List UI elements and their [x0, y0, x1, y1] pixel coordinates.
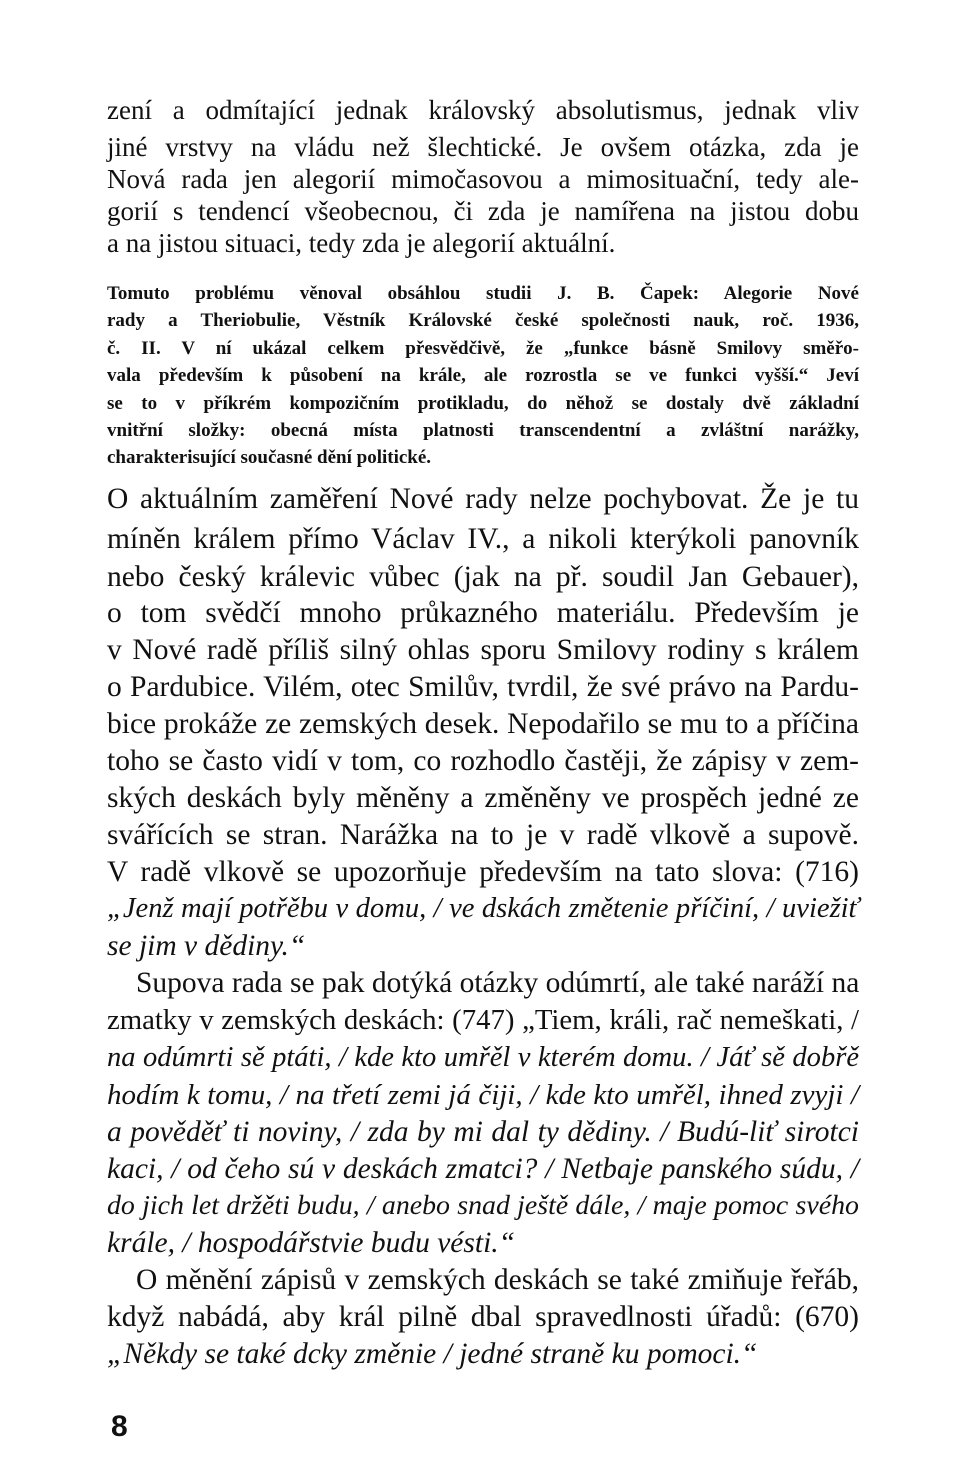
quote-line: hodím k tomu, / na třetí zemi já čiji, / kde kto umřěl, ihned zvyji / [107, 1079, 859, 1111]
paragraph-line: ských deskách byly měněny a změněny ve prospěch jedné ze [107, 782, 859, 814]
paragraph-line: bice prokáže ze zemských desek. Nepodařilo se mu to a příčina [107, 708, 859, 740]
paragraph-line: nebo český králevic vůbec (jak na př. soudil Jan Gebauer), [107, 561, 859, 593]
quote-line: do jich let držěti budu, / anebo snad ještě dále, / maje pomoc svého [107, 1190, 859, 1221]
note-line: vala především k působení na krále, ale rozrostla se ve funkci vyšší.“ Jeví [107, 365, 859, 386]
paragraph-line: když nabádá, aby král pilně dbal spravedlnosti úřadů: (670) [107, 1301, 859, 1333]
paragraph-line: Supova rada se pak dotýká otázky odúmrtí, ale také naráží na [136, 967, 860, 999]
paragraph-line: V radě vlkově se upozorňuje především na tato slova: (716) [107, 856, 859, 888]
quote-line: „Někdy se také dcky změnie / jedné straně ku pomoci.“ [107, 1338, 758, 1370]
note-line: se to v příkrém kompozičním protikladu, do něhož se dostaly dvě základní [107, 393, 859, 414]
note-line: charakterisující současné dění politické. [107, 447, 432, 468]
paragraph-line: svářících se stran. Narážka na to je v radě vlkově a supově. [107, 819, 859, 851]
quote-line: se jim v dědiny.“ [107, 930, 306, 962]
paragraph-line: zení a odmítající jednak královský absolutismus, jednak vliv [107, 95, 859, 125]
paragraph-line: toho se často vidí v tom, co rozhodlo častěji, že zápisy v zem- [107, 745, 859, 777]
paragraph-line: jiné vrstvy na vládu než šlechtické. Je ovšem otázka, zda je [107, 132, 859, 162]
paragraph-line: zmatky v zemských deskách: (747) „Tiem, králi, rač nemeškati, / [107, 1004, 859, 1036]
note-line: Tomuto problému věnoval obsáhlou studii J. B. Čapek: Alegorie Nové [107, 283, 859, 304]
paragraph-line: Nová rada jen alegorií mimočasovou a mimosituační, tedy ale- [107, 164, 859, 194]
note-line: č. II. V ní ukázal celkem přesvědčivě, že „funkce básně Smilovy směřo- [107, 338, 859, 359]
paragraph-line: gorií s tendencí všeobecnou, či zda je namířena na jistou dobu [107, 196, 859, 226]
quote-line: kaci, / od čeho sú v deskách zmatci? / Netbaje panského súdu, / [107, 1153, 859, 1185]
paragraph-line: o tom svědčí mnoho průkazného materiálu. Především je [107, 597, 859, 629]
paragraph-line: a na jistou situaci, tedy zda je alegorií aktuální. [107, 228, 616, 258]
quote-line: a pověděť ti noviny, / zda by mi dal ty dědiny. / Budú-liť sirotci [107, 1116, 859, 1148]
paragraph-line: O aktuálním zaměření Nové rady nelze pochybovat. Že je tu [107, 483, 859, 515]
paragraph-line: v Nové radě příliš silný ohlas sporu Smilovy rodiny s králem [107, 634, 859, 666]
quote-line: na odúmrti sě ptáti, / kde kto umřěl v kterém domu. / Jáť sě dobřě [107, 1042, 859, 1073]
note-line: vnitřní složky: obecná místa platnosti transcendentní a zvláštní narážky, [107, 420, 859, 441]
quote-line: krále, / hospodářstvie budu vésti.“ [107, 1227, 516, 1259]
quote-line: „Jenž mají potřěbu v domu, / ve dskách změtenie příčiní, / uviežiť [107, 893, 859, 924]
paragraph-line: O měnění zápisů v zemských deskách se také zmiňuje řeřáb, [136, 1264, 859, 1296]
note-line: rady a Theriobulie, Věstník Královské české společnosti nauk, roč. 1936, [107, 310, 859, 331]
paragraph-line: o Pardubice. Vilém, otec Smilův, tvrdil, že své právo na Pardu- [107, 671, 859, 703]
paragraph-line: míněn králem přímo Václav IV., a nikoli kterýkoli panovník [107, 523, 859, 555]
page-number: 8 [111, 1410, 128, 1443]
